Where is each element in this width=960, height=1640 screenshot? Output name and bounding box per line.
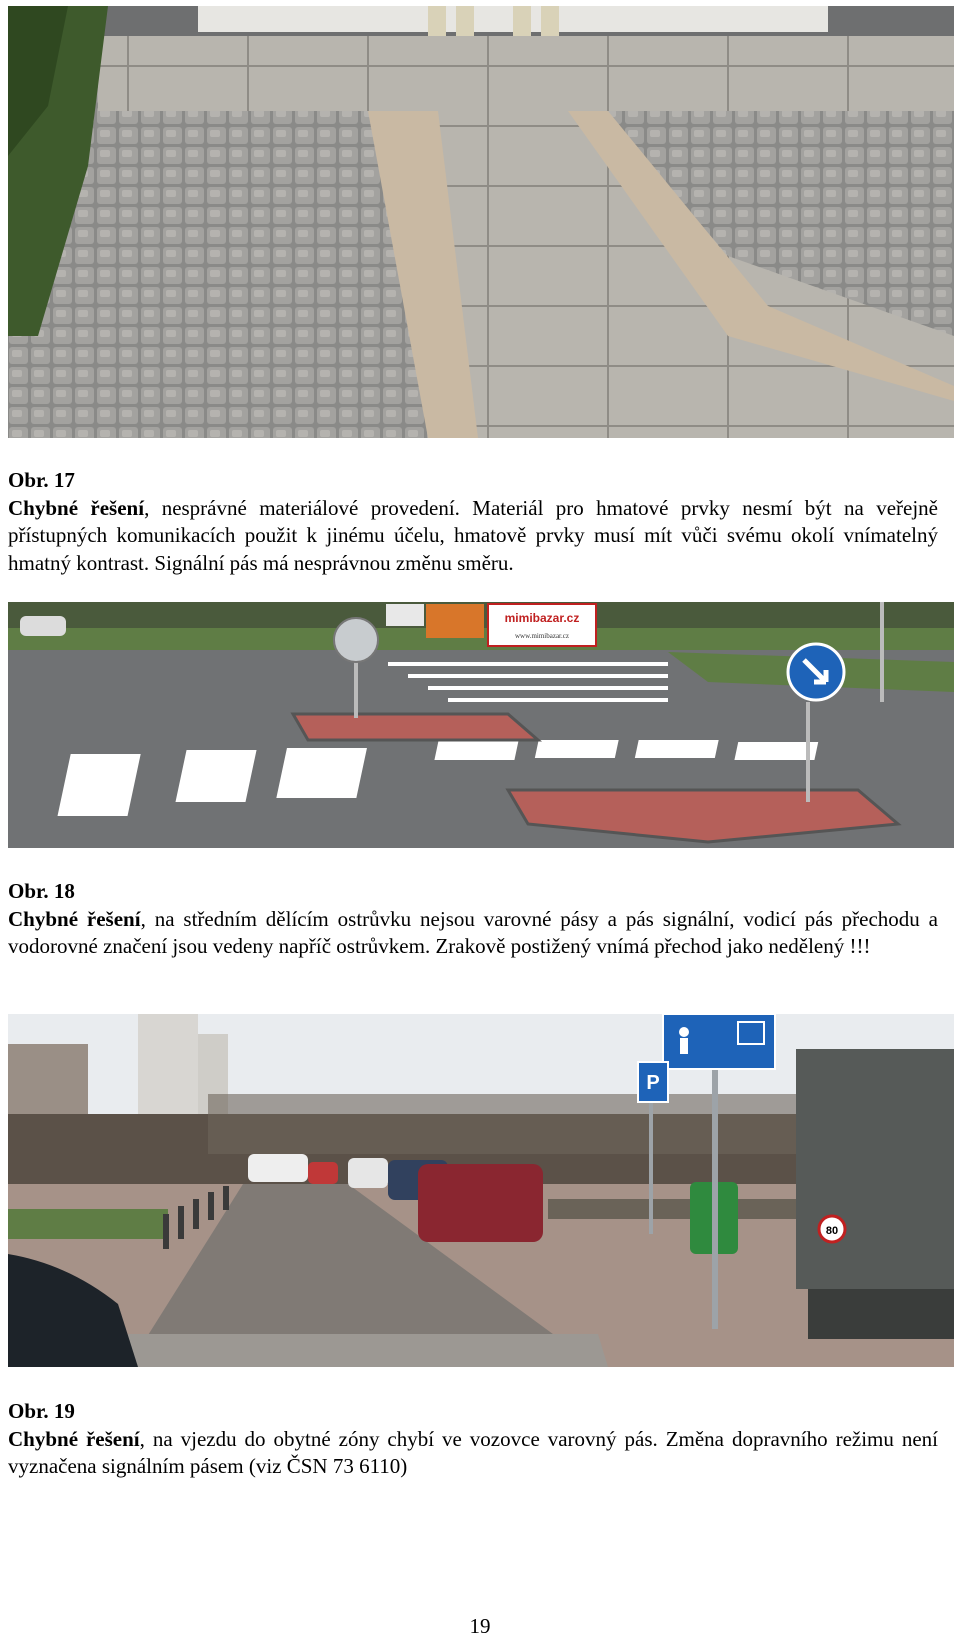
photo-paving-tactile xyxy=(8,6,954,438)
caption-obr-19 xyxy=(8,1398,938,1481)
caption-lead: Chybné řešení xyxy=(8,906,141,931)
photo-living-zone-entry xyxy=(8,1014,954,1367)
caption-lead: Chybné řešení xyxy=(8,495,145,520)
caption-text: , na vjezdu do obytné zóny chybí ve vozovce varovný pás. Změna dopravního režimu není vyznačena signálním pásem (viz ČSN 73 6110) xyxy=(8,1426,938,1478)
caption-text: , na středním dělícím ostrůvku nejsou varovné pásy a pás signální, vodicí pás přechodu a vodorovné značení jsou vedeny napříč ostrůvkem. Zrakově postižený vnímá přechod jako nedělený !!! xyxy=(8,906,938,958)
parking-sign-text: P xyxy=(646,1072,660,1094)
figure-label: Obr. 18 xyxy=(8,879,75,903)
figure-label: Obr. 17 xyxy=(8,468,75,492)
caption-lead: Chybné řešení xyxy=(8,1426,140,1451)
truck xyxy=(796,1049,954,1289)
car xyxy=(20,616,66,636)
street-illustration xyxy=(8,1014,954,1367)
red-car xyxy=(418,1164,543,1242)
caption-obr-18 xyxy=(8,878,938,961)
figure-label: Obr. 19 xyxy=(8,1399,75,1423)
paving-illustration xyxy=(8,6,954,438)
speed-sign-text: 80 xyxy=(825,1225,839,1237)
crossing-illustration xyxy=(8,602,954,848)
page-number: 19 xyxy=(469,1614,491,1638)
billboard-url: www.mimibazar.cz xyxy=(515,632,569,640)
photo-crossing-island xyxy=(8,602,954,848)
billboard-text: mimibazar.cz xyxy=(504,611,580,625)
caption-text: , nesprávné materiálové provedení. Materiál pro hmatové prvky nesmí být na veřejně přístupných komunikacích použit k jinému účelu, hmatově prvky musí mít vůči svému okolí vnímatelný hmatný kontrast. Signální pás má nesprávnou změnu směru. xyxy=(8,495,938,575)
island-north xyxy=(293,714,538,740)
caption-obr-17 xyxy=(8,467,938,577)
